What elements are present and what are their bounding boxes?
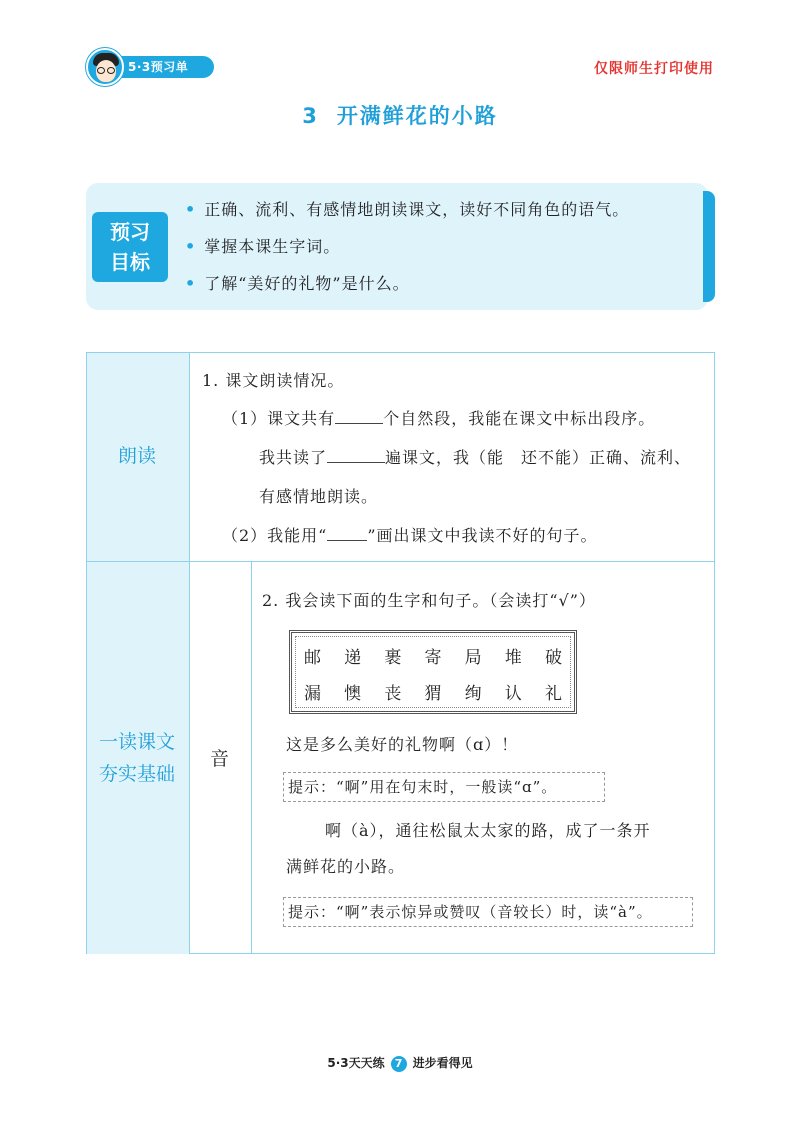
character: 漏 <box>304 684 321 704</box>
footer-right: 进步看得见 <box>412 1056 473 1070</box>
character-box <box>289 630 577 714</box>
reading-label: 朗读 <box>117 445 156 467</box>
lesson-number: 3 <box>302 104 319 128</box>
goals-accent-bar <box>703 191 715 302</box>
question-1-part-2: （2）我能用“ ”画出课文中我读不好的句子。 <box>222 523 598 549</box>
question-1-line3: 有感情地朗读。 <box>259 487 379 506</box>
character: 猬 <box>424 684 442 704</box>
character: 局 <box>464 648 482 668</box>
read-count-blank[interactable] <box>327 445 385 463</box>
goals-label-line1: 预习 <box>110 220 150 244</box>
bullet-icon: • <box>185 237 197 256</box>
lesson-title-text: 开满鲜花的小路 <box>336 104 498 128</box>
question-1-part-1: （1）课文共有 个自然段，我能在课文中标出段序。 <box>222 406 655 432</box>
character: 破 <box>544 648 562 668</box>
character: 礼 <box>544 684 562 704</box>
character: 寄 <box>424 648 442 668</box>
goals-label-line2: 目标 <box>110 250 150 274</box>
bullet-icon: • <box>185 274 197 293</box>
character: 裹 <box>384 648 402 668</box>
goal-item: • 掌握本课生字词。 <box>185 237 341 256</box>
goal-item: • 正确、流利、有感情地朗读课文，读好不同角色的语气。 <box>185 200 630 219</box>
sentence-2-line-1: 啊（à），通往松鼠太太家的路，成了一条开 <box>325 821 651 840</box>
question-1: 1. 课文朗读情况。 <box>202 371 345 390</box>
character: 邮 <box>304 648 321 668</box>
section2-label <box>86 726 188 790</box>
character: 绚 <box>464 684 482 704</box>
character: 认 <box>504 684 522 704</box>
pronunciation-label: 音 <box>210 748 230 770</box>
underline-blank[interactable] <box>327 523 367 541</box>
sentence-2-line-2: 满鲜花的小路。 <box>286 857 406 876</box>
question-2: 2. 我会读下面的生字和句子。（会读打“√”） <box>262 591 596 610</box>
print-restriction-notice: 仅限师生打印使用 <box>594 61 714 77</box>
section2-label-line2: 夯实基础 <box>98 763 175 785</box>
hint-2: 提示：“啊”表示惊异或赞叹（音较长）时，读“à”。 <box>283 897 693 927</box>
brand-label: 5·3预习单 <box>102 56 214 78</box>
paragraph-count-blank[interactable] <box>335 406 383 424</box>
goal-list <box>185 196 629 307</box>
goals-label <box>92 212 168 282</box>
sentence-1: 这是多么美好的礼物啊（ɑ）！ <box>286 735 519 754</box>
section2-label-line1: 一读课文 <box>98 731 175 753</box>
question-1-read-count: 我共读了 遍课文，我（能 还不能）正确、流利、 <box>259 445 691 471</box>
footer-left: 5·3天天练 <box>327 1056 385 1070</box>
brand-badge <box>86 48 216 86</box>
page-number: 7 <box>391 1056 407 1072</box>
bullet-icon: • <box>185 200 197 219</box>
lesson-title <box>0 100 800 130</box>
character: 递 <box>344 648 362 668</box>
page-footer <box>0 1054 800 1072</box>
character-row-2 <box>292 679 574 704</box>
character: 丧 <box>384 684 402 704</box>
hint-1: 提示：“啊”用在句末时，一般读“ɑ”。 <box>283 772 605 802</box>
character-row-1 <box>292 643 574 668</box>
goal-item: • 了解“美好的礼物”是什么。 <box>185 274 410 293</box>
mascot-icon <box>86 48 124 86</box>
character: 堆 <box>504 648 522 668</box>
character: 懊 <box>344 684 362 704</box>
